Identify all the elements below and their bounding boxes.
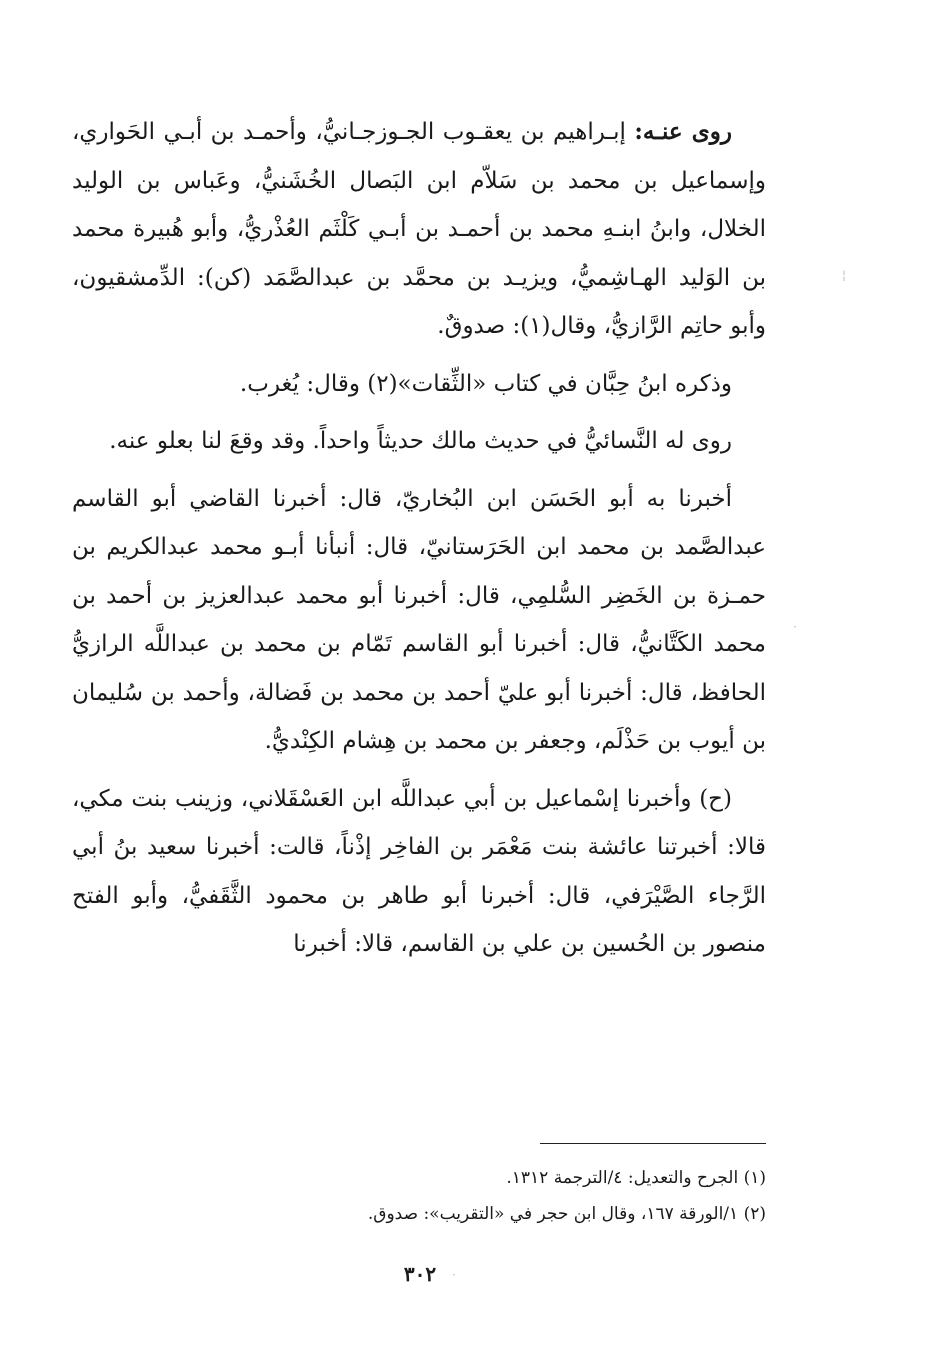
footnote-separator <box>540 1143 766 1144</box>
footnotes <box>72 1160 766 1232</box>
margin-speck: ¦ <box>842 268 847 282</box>
margin-speck: · <box>793 620 797 634</box>
paragraph-isnad: أخبرنا به أبو الحَسَن ابن البُخاريّ، قال: أخبرنا القاضي أبو القاسم عبدالصَّمد بن محمد ابن الحَرَستانيّ، قال: أنبأنا أبـو محمد عبدالكريم بن حمـزة بن الخَضِر السُّلمِي، قال: أخبرنا أبو محمد عبدالعزيز بن أحمد بن محمد الكَتَّانيُّ، قال: أخبرنا أبو القاسم تَمّام بن محمد بن عبداللَّه الرازيُّ الحافظ، قال: أخبرنا أبو عليّ أحمد بن محمد بن فَضالة، وأحمد بن سُليمان بن أيوب بن حَذْلَم، وجعفر بن محمد بن هِشام الكِنْديُّ. <box>72 485 766 754</box>
paragraph-narrators <box>72 108 766 351</box>
paragraph-lead: روى عنـه: <box>634 118 733 145</box>
paragraph-isnad-alt: (ح) وأخبرنا إسْماعيل بن أبي عبداللَّه ابن العَسْقَلاني، وزينب بنت مكي، قالا: أخبرتنا عائشة بنت مَعْمَر بن الفاخِر إذْناً، قالت: أخبرنا سعيد بنُ أبي الرَّجاء الصَّيْرَفي، قال: أخبرنا أبو طاهر بن محمود الثَّقَفيُّ، وأبو الفتح منصور بن الحُسين بن علي بن القاسم، قالا: أخبرنا <box>72 785 766 957</box>
page-number: ٣٠٢ <box>403 1262 437 1286</box>
paragraph-ibn-hibban: وذكره ابنُ حِبَّان في كتاب «الثِّقات»(٢) وقال: يُغرب. <box>239 370 732 397</box>
main-text <box>72 108 766 969</box>
footnote-1: (١) الجرح والتعديل: ٤/الترجمة ١٣١٢. <box>506 1168 766 1188</box>
paragraph-nasai: روى له النَّسائيُّ في حديث مالك حديثاً واحداً. وقد وقعَ لنا بعلو عنه. <box>109 428 732 454</box>
footnote-2: (٢) ١/الورقة ١٦٧، وقال ابن حجر في «التقريب»: صدوق. <box>367 1204 766 1224</box>
paragraph-text: إبـراهيم بن يعقـوب الجـوزجـانيُّ، وأحمـد بن أبـي الحَواري، وإسماعيل بن محمد بن سَلاّم ابن البَصال الخُشَنيُّ، وعَباس بن الوليد الخلال، وابنُ ابنـهِ محمد بن أحمـد بن أبـي كَلْثَم العُذْريُّ، وأبو هُبيرة محمد بن الوَليد الهـاشِميُّ، ويزيـد بن محمَّد بن عبدالصَّمَد (كن): الدِّمشقيون، وأبو حاتِم الرَّازيُّ، وقال(١): صدوقٌ. <box>72 119 766 339</box>
margin-speck: · <box>452 1268 456 1282</box>
